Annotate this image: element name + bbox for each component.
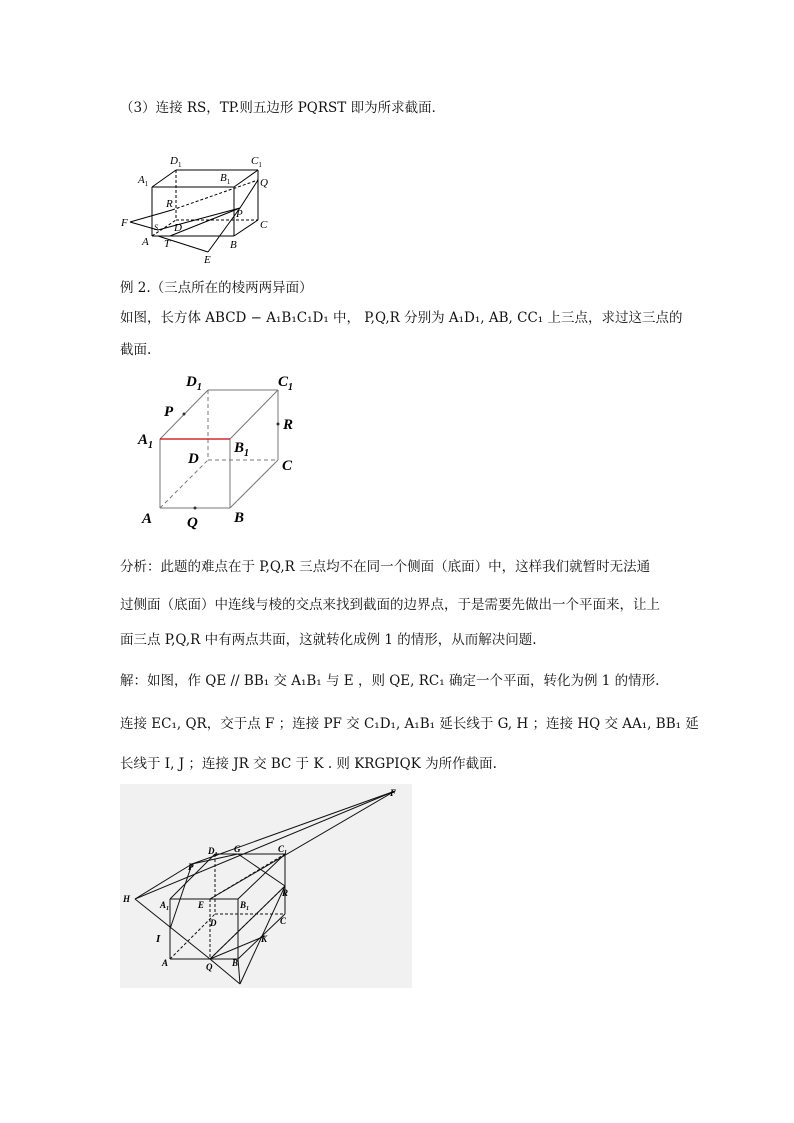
fig3-label-d1-sub: 1: [214, 852, 218, 858]
fig3-label-c1: C: [278, 844, 285, 854]
fig1-label-d1-sub: 1: [177, 161, 182, 169]
fig3-label-d: D: [210, 918, 217, 928]
fig3-label-b1: B: [240, 900, 247, 910]
fig2-label-a1: A: [138, 432, 149, 448]
fig3-label-h: H: [123, 894, 131, 904]
fig1-label-d: D: [174, 222, 182, 234]
svg-text:B1: [233, 440, 249, 459]
fig3-label-b: B: [232, 958, 239, 968]
analysis-line3: 面三点 P,Q,R 中有两点共面，这就转化成例 1 的情形，从而解决问题.: [120, 632, 537, 648]
fig1-label-p: P: [236, 208, 243, 220]
fig1-label-t: T: [164, 238, 171, 250]
fig2-label-r: R: [283, 417, 294, 433]
fig3-label-c: C: [280, 916, 287, 926]
fig2-label-a1-sub: 1: [148, 440, 154, 451]
fig2-label-d: D: [188, 451, 199, 467]
fig2-label-b1: B: [234, 440, 245, 456]
fig1-label-c1: C: [251, 155, 259, 167]
fig1-label-a1-sub: 1: [144, 180, 149, 188]
fig2-label-c1-sub: 1: [288, 382, 294, 393]
analysis-line2: 过侧面（底面）中连线与棱的交点来找到截面的边界点，于是需要先做出一个平面来，让上: [120, 597, 660, 613]
fig2-label-b1-sub: 1: [244, 448, 250, 459]
fig1-label-c: C: [260, 219, 268, 231]
fig3-label-r: R: [282, 888, 289, 898]
step3-text: （3）连接 RS，TP.则五边形 PQRST 即为所求截面．: [120, 100, 446, 116]
fig2-label-c: C: [282, 458, 293, 474]
fig3-label-q: Q: [206, 962, 213, 972]
fig3-label-a1: A: [160, 900, 167, 910]
fig2-label-d1: D: [186, 374, 197, 390]
analysis-line1: 分析：此题的难点在于 P,Q,R 三点均不在同一个侧面（底面）中，这样我们就暂时无法通: [120, 559, 651, 575]
fig3-label-p: P: [188, 862, 194, 872]
fig3-label-f: F: [390, 788, 397, 798]
fig3-label-k: K: [261, 934, 268, 944]
fig1-label-c1-sub: 1: [258, 161, 262, 169]
fig1-label-r: R: [166, 198, 173, 210]
figure-3-construction: [120, 784, 412, 988]
example2-problem-line2: 截面.: [120, 342, 152, 358]
fig2-label-a: A: [142, 511, 153, 527]
fig1-label-q: Q: [260, 177, 268, 189]
svg-text:C1: [278, 374, 293, 393]
fig2-label-p: P: [164, 404, 174, 420]
svg-text:A1: [137, 432, 153, 451]
fig1-label-b1-sub: 1: [226, 178, 231, 186]
fig1-label-b: B: [230, 239, 237, 251]
svg-text:A1: [137, 174, 149, 188]
svg-text:D1: [185, 374, 202, 393]
figure-1-prism-section: [118, 150, 278, 268]
fig1-label-f: F: [121, 217, 128, 229]
fig1-label-d1: D: [170, 155, 178, 167]
fig3-label-g: G: [234, 844, 241, 854]
example2-title: 例 2.（三点所在的棱两两异面）: [120, 280, 313, 296]
fig3-label-a: A: [162, 958, 169, 968]
fig1-label-a: A: [142, 236, 149, 248]
solution-line3: 长线于 I, J ；连接 JR 交 BC 于 K . 则 KRGPIQK 为所作截面.: [120, 756, 497, 772]
svg-text:B1: [220, 172, 231, 186]
fig1-label-a1: A: [138, 174, 145, 186]
fig3-label-a1-sub: 1: [166, 906, 170, 912]
fig2-label-d1-sub: 1: [196, 382, 202, 393]
solution-line2: 连接 EC₁, QR，交于点 F ；连接 PF 交 C₁D₁, A₁B₁ 延长线于 G, H ；连接 HQ 交 AA₁, BB₁ 延: [120, 716, 699, 732]
fig1-label-b1: B: [220, 172, 227, 184]
fig3-label-c1-sub: 1: [284, 850, 288, 856]
fig1-label-s: S: [154, 223, 158, 232]
fig2-label-b: B: [234, 510, 245, 526]
solution-line1: 解：如图，作 QE // BB₁ 交 A₁B₁ 与 E ，则 QE, RC₁ 确定一个平面，转化为例 1 的情形.: [120, 673, 660, 689]
fig2-label-q: Q: [187, 515, 198, 531]
fig3-label-i: I: [156, 933, 161, 945]
fig3-label-d1: D: [208, 846, 215, 856]
fig3-label-b1-sub: 1: [246, 906, 250, 912]
fig2-label-c1: C: [278, 374, 289, 390]
svg-text:D1: [169, 155, 182, 169]
figure-2-cuboid: [130, 366, 310, 536]
fig3-label-e: E: [198, 900, 205, 910]
svg-text:C1: [251, 155, 262, 169]
fig1-label-e: E: [204, 254, 211, 266]
example2-problem-line1: 如图，长方体 ABCD − A₁B₁C₁D₁ 中， P,Q,R 分别为 A₁D₁, AB, CC₁ 上三点，求过这三点的: [120, 310, 683, 326]
